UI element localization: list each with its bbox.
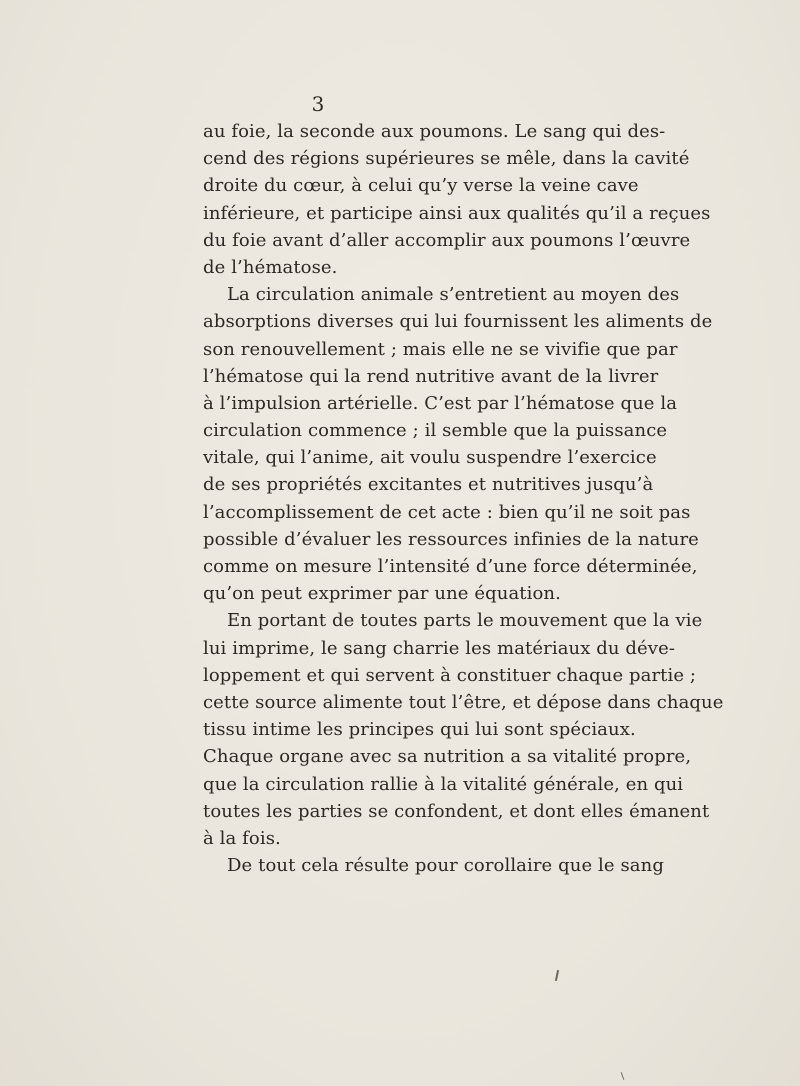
text-line: toutes les parties se confondent, et dont elles émanent (203, 800, 710, 822)
text-line: cette source alimente tout l’être, et dépose dans chaque (203, 691, 724, 713)
text-line: La circulation animale s’entretient au moyen des (227, 284, 680, 306)
text-line: l’hématose qui la rend nutritive avant de la livrer (203, 365, 659, 387)
text-line: qu’on peut exprimer par une équation. (203, 583, 561, 605)
text-line: à la fois. (203, 827, 281, 849)
text-line: à l’impulsion artérielle. C’est par l’hématose que la (203, 392, 678, 414)
page-number: 3 (311, 92, 325, 116)
text-line: de l’hématose. (203, 256, 338, 278)
text-line: inférieure, et participe ainsi aux qualités qu’il a reçues (203, 202, 711, 224)
text-line: En portant de toutes parts le mouvement que la vie (227, 610, 703, 632)
text-line: lui imprime, le sang charrie les matériaux du déve- (203, 637, 676, 659)
text-line: comme on mesure l’intensité d’une force déterminée, (203, 556, 698, 577)
text-line: du foie avant d’aller accomplir aux poumons l’œuvre (203, 229, 691, 251)
text-line: tissu intime les principes qui lui sont spéciaux. (203, 719, 636, 741)
text-line: circulation commence ; il semble que la puissance (203, 420, 668, 442)
text-line: l’accomplissement de cet acte : bien qu’il ne soit pas (203, 501, 691, 523)
stray-mark (621, 1072, 625, 1080)
text-line: cend des régions supérieures se mêle, dans la cavité (203, 148, 690, 170)
text-line: possible d’évaluer les ressources infinies de la nature (203, 528, 699, 550)
page-body-text (203, 118, 724, 879)
text-line: droite du cœur, à celui qu’y verse la veine cave (203, 175, 639, 197)
text-line: de ses propriétés excitantes et nutritives jusqu’à (203, 474, 654, 496)
stray-mark (555, 970, 559, 981)
text-line: absorptions diverses qui lui fournissent les aliments de (203, 311, 713, 333)
text-line: que la circulation rallie à la vitalité générale, en qui (203, 773, 684, 795)
text-line: Chaque organe avec sa nutrition a sa vitalité propre, (203, 746, 692, 768)
text-line: loppement et qui servent à constituer chaque partie ; (203, 664, 697, 686)
text-line: au foie, la seconde aux poumons. Le sang qui des- (203, 121, 666, 142)
text-line: vitale, qui l’anime, ait voulu suspendre l’exercice (203, 447, 657, 469)
text-line: De tout cela résulte pour corollaire que le sang (227, 855, 664, 877)
text-line: son renouvellement ; mais elle ne se vivifie que par (203, 338, 678, 360)
